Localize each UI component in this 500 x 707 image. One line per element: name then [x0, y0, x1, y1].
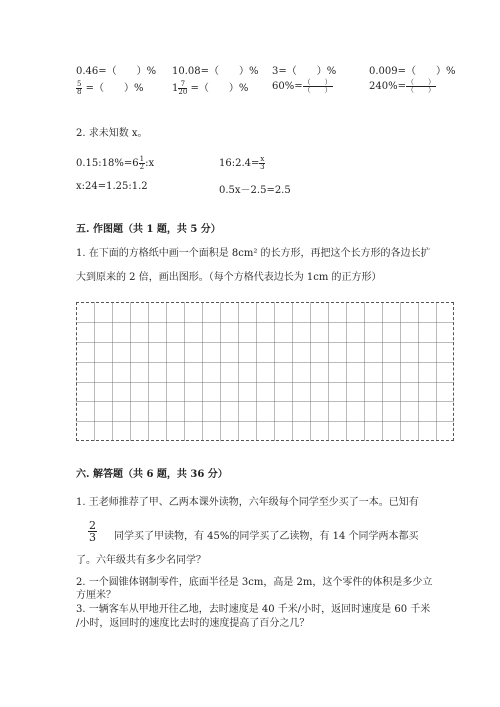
question-2-title: 2. 求未知数 x。	[76, 128, 148, 139]
fill-blank-240-percent: 240%= $\frac{( )}{( )}$	[369, 78, 435, 94]
section-6-q1-fraction: $\frac{2}{3}$	[89, 519, 96, 544]
fill-blank-1-7-20: 1 $\frac{7}{20}$ =（ ）%	[172, 80, 249, 96]
fill-blank-five-eighths: $\frac{5}{8}$ =（ ）%	[77, 80, 144, 96]
section-6-q1-line-2: 同学买了甲读物，有 45%的同学买了乙读物，有 14 个同学两本都买	[114, 531, 419, 542]
fill-blank-0-46: 0.46=（ ）%	[76, 66, 157, 77]
section-6-q2-line-1: 2. 一个圆锥体钢制零件，底面半径是 3cm，高是 2m，这个零件的体积是多少立	[76, 577, 433, 588]
section-5-title: 五. 作图题（共 1 题，共 5 分）	[76, 224, 221, 235]
fill-blank-60-percent: 60%= $\frac{( )}{( )}$	[272, 78, 332, 94]
equation-2: 16:2.4= $\frac{x}{3}$	[219, 155, 265, 171]
section-5-question-line-2: 大到原来的 2 倍，画出图形。（每个方格代表边长为 1cm 的正方形）	[76, 272, 382, 283]
equation-1: 0.15:18%=6 $\frac{1}{2}$ :x	[76, 155, 155, 171]
section-6-title: 六. 解答题（共 6 题，共 36 分）	[76, 469, 228, 480]
equation-4: 0.5x－2.5=2.5	[219, 185, 291, 196]
section-6-q1-line-1: 1. 王老师推荐了甲、乙两本课外读物，六年级每个同学至少买了一本。已知有	[76, 497, 419, 508]
section-6-q1-line-3: 了。六年级共有多少名同学？	[76, 555, 206, 566]
section-6-q3-line-2: /小时，返回时的速度比去时的速度提高了百分之几？	[76, 618, 310, 629]
section-6-q3-line-1: 3. 一辆客车从甲地开往乙地，去时速度是 40 千米/小时，返回时速度是 60 千米	[76, 604, 431, 615]
section-6-q2-line-2: 方厘米？	[76, 590, 116, 601]
fill-blank-3: 3=（ ）%	[272, 66, 337, 77]
square-grid-paper[interactable]	[76, 302, 454, 441]
equation-3: x:24=1.25:1.2	[76, 181, 148, 192]
section-5-question-line-1: 1. 在下面的方格纸中画一个面积是 8cm² 的长方形，再把这个长方形的各边长扩	[76, 248, 431, 259]
fill-blank-10-08: 10.08=（ ）%	[172, 66, 259, 77]
fill-blank-0-009: 0.009=（ ）%	[369, 66, 456, 77]
